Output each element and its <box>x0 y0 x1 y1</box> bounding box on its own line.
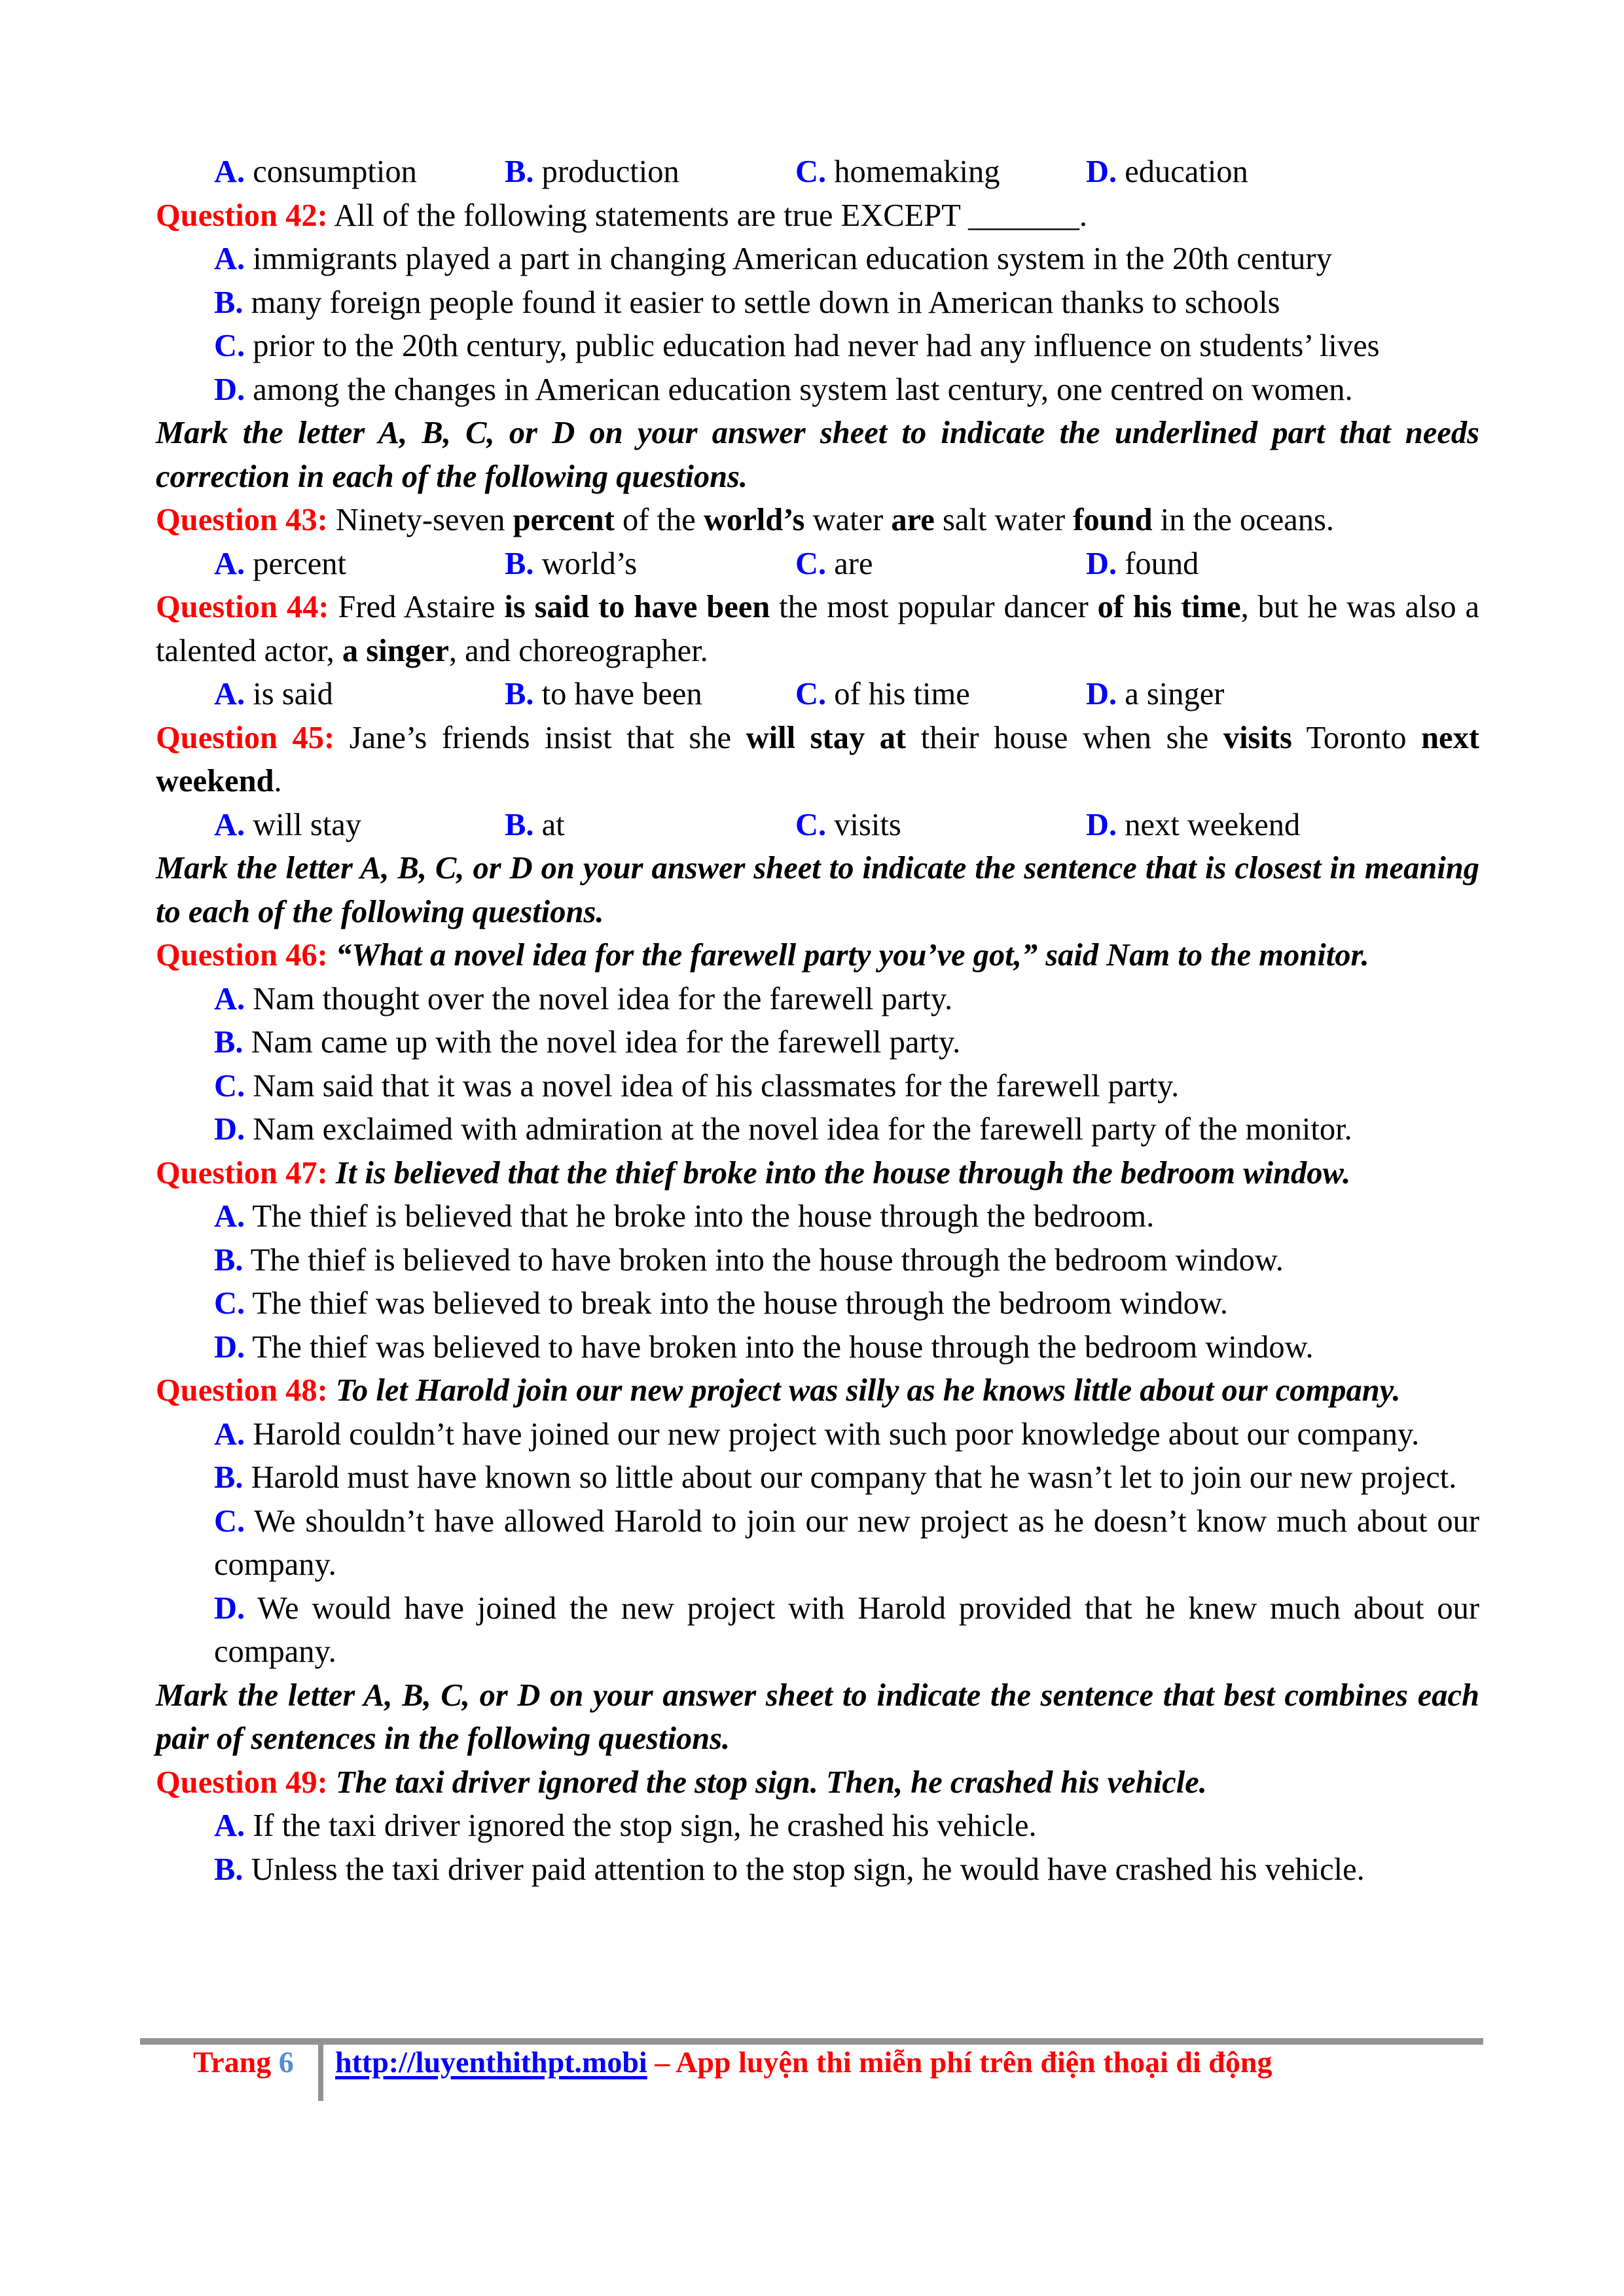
question-label: Question 44: <box>156 590 329 624</box>
q43-option-b: B. world’s <box>505 546 638 581</box>
underlined-part: world’s <box>703 503 805 537</box>
q41-option-b: B. production <box>505 154 679 189</box>
page-number: 6 <box>278 2045 294 2079</box>
q49-option-b: B. Unless the taxi driver paid attention to the stop sign, he would have crashed his vehicle. <box>214 1852 1365 1887</box>
question-stem: To let Harold join our new project was silly as he knows little about our company. <box>327 1373 1401 1408</box>
q44-option-b: B. to have been <box>505 677 702 711</box>
q48-option-d: D. We would have joined the new project with Harold provided that he knew much about our company. <box>214 1590 1479 1669</box>
exam-page <box>156 151 1479 1892</box>
q46-option-a: A. Nam thought over the novel idea for the farewell party. <box>214 981 953 1016</box>
q45-option-d: D. next weekend <box>1086 807 1301 842</box>
underlined-part: of his time <box>1097 590 1241 624</box>
q42-option-d: D. among the changes in American education system last century, one centred on women. <box>214 372 1353 407</box>
q41-option-a: A. consumption <box>214 154 417 189</box>
underlined-part: are <box>891 503 935 537</box>
q44-option-d: D. a singer <box>1086 677 1225 711</box>
question-44: Question 44: Fred Astaire is said to have been the most popular dancer of his time, but he was also a talented actor, a singer, and choreographer. <box>156 590 1480 668</box>
q45-option-b: B. at <box>505 807 565 842</box>
question-42 <box>156 194 1479 238</box>
question-43: Question 43: Ninety-seven percent of the world’s water are salt water found in the oceans. <box>156 503 1335 537</box>
footer-page-label: Trang 6 <box>193 2045 294 2079</box>
q47-option-d: D. The thief was believed to have broken into the house through the bedroom window. <box>214 1329 1314 1365</box>
q43-options <box>156 543 1479 586</box>
q45-options <box>156 804 1479 848</box>
q45-option-c: C. visits <box>795 807 901 842</box>
q43-option-a: A. percent <box>214 546 346 581</box>
q46-option-d: D. Nam exclaimed with admiration at the novel idea for the farewell party of the monitor. <box>214 1112 1352 1147</box>
q42-option-c: C. prior to the 20th century, public education had never had any influence on students’ lives <box>214 329 1380 363</box>
q44-options <box>156 673 1479 717</box>
question-label: Question 42: <box>156 198 328 233</box>
question-stem: The taxi driver ignored the stop sign. Then, he crashed his vehicle. <box>327 1765 1207 1800</box>
q47-option-b: B. The thief is believed to have broken into the house through the bedroom window. <box>214 1242 1284 1278</box>
q47-option-a: A. The thief is believed that he broke into the house through the bedroom. <box>214 1199 1155 1234</box>
underlined-part: will stay at <box>746 720 907 755</box>
footer-link[interactable]: http://luyenthithpt.mobi <box>335 2045 647 2079</box>
q41-option-c: C. homemaking <box>795 154 1000 189</box>
section-instruction-meaning: Mark the letter A, B, C, or D on your answer sheet to indicate the sentence that is closest in meaning to each of the following questions. <box>156 851 1479 929</box>
q46-option-b: B. Nam came up with the novel idea for the farewell party. <box>214 1025 961 1060</box>
question-stem: It is believed that the thief broke into the house through the bedroom window. <box>327 1155 1351 1191</box>
q44-option-c: C. of his time <box>795 677 970 711</box>
question-label: Question 45: <box>156 720 335 755</box>
q41-option-d: D. education <box>1086 154 1248 189</box>
question-label: Question 46: <box>156 938 328 973</box>
footer-banner <box>335 2041 1272 2084</box>
question-label: Question 49: <box>156 1765 328 1800</box>
q49-option-a: A. If the taxi driver ignored the stop sign, he crashed his vehicle. <box>214 1808 1037 1843</box>
q48-option-b: B. Harold must have known so little about our company that he wasn’t let to join our new project. <box>214 1460 1457 1495</box>
q45-option-a: A. will stay <box>214 807 361 842</box>
section-instruction-error: Mark the letter A, B, C, or D on your answer sheet to indicate the underlined part that needs correction in each of the following questions. <box>156 416 1479 494</box>
question-49 <box>156 1761 1479 1805</box>
underlined-part: visits <box>1223 720 1292 755</box>
q46-option-c: C. Nam said that it was a novel idea of his classmates for the farewell party. <box>214 1068 1180 1103</box>
question-stem: All of the following statements are true EXCEPT _______. <box>327 198 1087 233</box>
question-47 <box>156 1152 1479 1196</box>
question-stem: “What a novel idea for the farewell party you’ve got,” said Nam to the monitor. <box>327 938 1369 973</box>
underlined-part: percent <box>513 503 615 537</box>
question-label: Question 43: <box>156 503 328 537</box>
underlined-part: a singer <box>342 633 449 668</box>
q48-option-c: C. We shouldn’t have allowed Harold to join our new project as he doesn’t know much about our company. <box>214 1503 1479 1582</box>
q47-option-c: C. The thief was believed to break into the house through the bedroom window. <box>214 1286 1228 1321</box>
q44-option-a: A. is said <box>214 677 333 711</box>
question-label: Question 47: <box>156 1155 328 1191</box>
underlined-part: is said to have been <box>504 590 770 624</box>
footer-divider <box>318 2045 323 2101</box>
section-instruction-combine: Mark the letter A, B, C, or D on your answer sheet to indicate the sentence that best combines each pair of sentences in the following questions. <box>156 1677 1479 1756</box>
footer-tagline: – App luyện thi miễn phí trên điện thoại di động <box>647 2045 1272 2079</box>
q42-option-a: A. immigrants played a part in changing American education system in the 20th century <box>214 242 1332 276</box>
q41-options <box>156 151 1479 194</box>
question-45: Question 45: Jane’s friends insist that she will stay at their house when she visits Toronto next weekend. <box>156 720 1479 798</box>
q48-option-a: A. Harold couldn’t have joined our new project with such poor knowledge about our company. <box>214 1416 1420 1452</box>
question-46 <box>156 934 1479 978</box>
underlined-part: next weekend <box>156 720 1479 798</box>
q42-option-b: B. many foreign people found it easier to settle down in American thanks to schools <box>214 285 1280 320</box>
question-label: Question 48: <box>156 1373 328 1408</box>
underlined-part: found <box>1073 503 1153 537</box>
question-48 <box>156 1369 1479 1413</box>
q43-option-c: C. are <box>795 546 873 581</box>
q43-option-d: D. found <box>1086 546 1199 581</box>
